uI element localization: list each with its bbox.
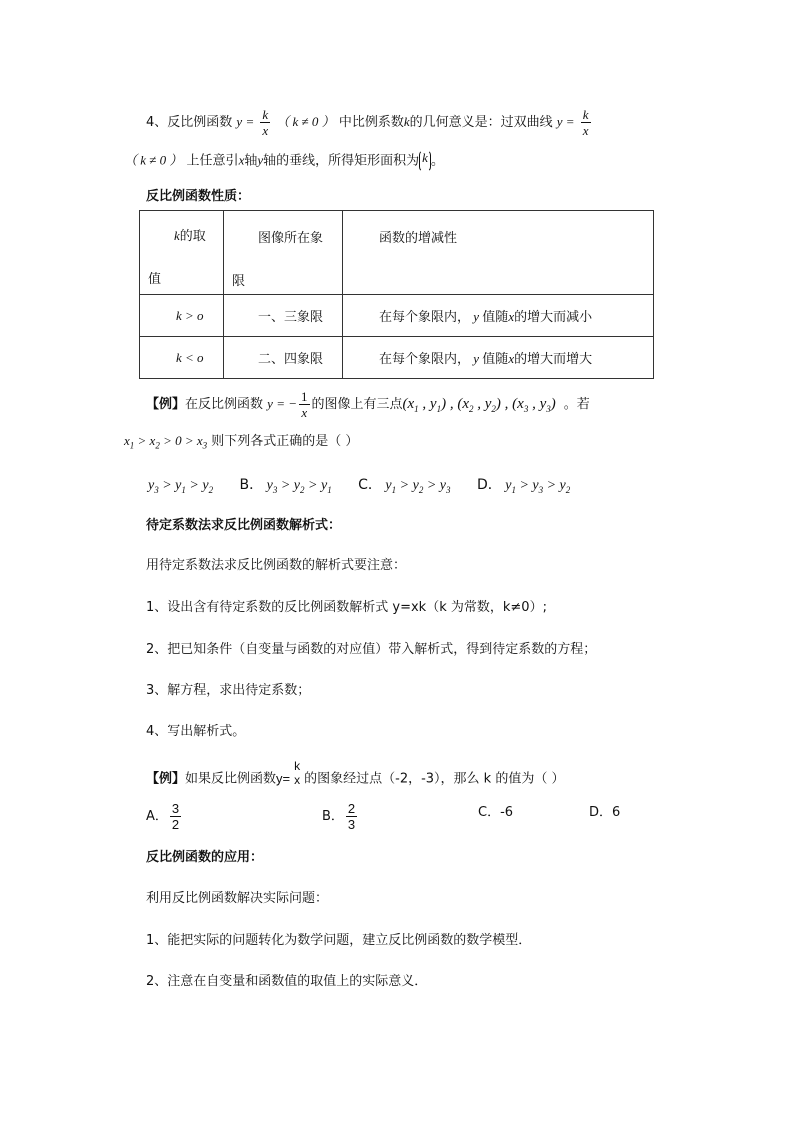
- row2-trend: 在每个象限内， y 值随x的增大而增大: [343, 337, 654, 379]
- para4-y-eq-2: y =: [556, 114, 575, 129]
- example1-line1: 【例】在反比例函数 y = − $\frac{1}{x}$ 的图像上有三点($x_1$ , $y_1$) , ($x_2$ , $y_2$) , ($x_3$ , $y_3$) 。若: [146, 389, 590, 420]
- para4-line2-end: 。: [430, 153, 444, 169]
- header-trend: 函数的增减性: [343, 211, 654, 295]
- fit-section-title: 待定系数法求反比例函数解析式：: [146, 518, 342, 533]
- abs-k: k: [419, 150, 431, 172]
- row1-trend: 在每个象限内， y 值随x的增大而减小: [343, 295, 654, 337]
- example2-option-d: D．6: [589, 805, 621, 820]
- fit-step: 4、写出解析式。: [146, 724, 246, 739]
- example1-options: $y_3 > y_1 > y_2$ B． $y_3 > y_2 > y_1$ C． $y_1 > y_2 > y_3$ D． $y_1 > y_3 > y_2$: [148, 477, 571, 495]
- properties-title: 反比例函数性质：: [146, 189, 251, 204]
- example2-options: A． $\frac{3}{2}$: [146, 801, 180, 832]
- x-symbol: x: [238, 152, 245, 168]
- para4-line2-a: 上任意引: [186, 153, 239, 169]
- k-not-zero: （ k ≠ 0 ）: [276, 114, 335, 129]
- fit-step: 1、设出含有待定系数的反比例函数解析式 y=xk（k 为常数，k≠0）;: [146, 600, 547, 615]
- header-quadrant: 图像所在象 限: [224, 211, 343, 295]
- row2-quad: 二、四象限: [224, 337, 343, 379]
- app-section-title: 反比例函数的应用：: [146, 850, 264, 865]
- fit-step: 2、把已知条件（自变量与函数的对应值）带入解析式，得到待定系数的方程；: [146, 642, 597, 657]
- table-row: [140, 295, 654, 337]
- para4-line2-c: 轴的垂线，所得矩形面积为: [263, 153, 420, 169]
- app-item: 2、注意在自变量和函数值的取值上的实际意义．: [146, 974, 428, 989]
- example2-line: 【例】如果反比例函数 y= k x 的图象经过点（-2，-3），那么 k 的值为（ ）: [146, 759, 565, 787]
- para4-line2: （ k ≠ 0 ） 上任意引x轴y轴的垂线，所得矩形面积为 k 。: [124, 150, 444, 172]
- row1-cond: k > o: [140, 295, 224, 337]
- app-intro: 利用反比例函数解决实际问题：: [146, 891, 329, 906]
- fraction-1-over-x: $\frac{1}{x}$: [301, 389, 308, 420]
- k-not-zero-2: （ k ≠ 0 ）: [124, 152, 183, 168]
- example2-option-c: C．-6: [478, 805, 514, 820]
- fraction-k-over-x-2: $\frac{k}{x}$: [582, 107, 589, 138]
- para4-line1: [146, 108, 593, 137]
- example2-option-b: B． $\frac{2}{3}$: [322, 801, 356, 832]
- example1-line2: $x_1 > x_2 > 0 > x_3$ 则下列各式正确的是（ ）: [124, 433, 359, 451]
- para4-mid2: 的几何意义是：过双曲线: [409, 115, 553, 130]
- properties-table: [139, 210, 654, 379]
- row2-cond: k < o: [140, 337, 224, 379]
- fit-intro: 用待定系数法求反比例函数的解析式要注意：: [146, 558, 407, 573]
- header-k-value: k的取 值: [140, 211, 224, 295]
- para4-y-eq: y =: [236, 114, 255, 129]
- app-item: 1、能把实际的问题转化为数学问题，建立反比例函数的数学模型．: [146, 933, 532, 948]
- row1-quad: 一、三象限: [224, 295, 343, 337]
- para4-mid1: 中比例系数: [338, 115, 404, 130]
- para4-intro: 4、反比例函数: [146, 115, 233, 130]
- k-symbol: k: [403, 114, 410, 129]
- para4-line2-b: 轴: [244, 153, 258, 169]
- table-row: [140, 337, 654, 379]
- table-header-row: [140, 211, 654, 295]
- example1-label: 【例】: [146, 397, 186, 412]
- fraction-k-over-x: $\frac{k}{x}$: [262, 107, 269, 138]
- fit-step: 3、解方程，求出待定系数；: [146, 683, 311, 698]
